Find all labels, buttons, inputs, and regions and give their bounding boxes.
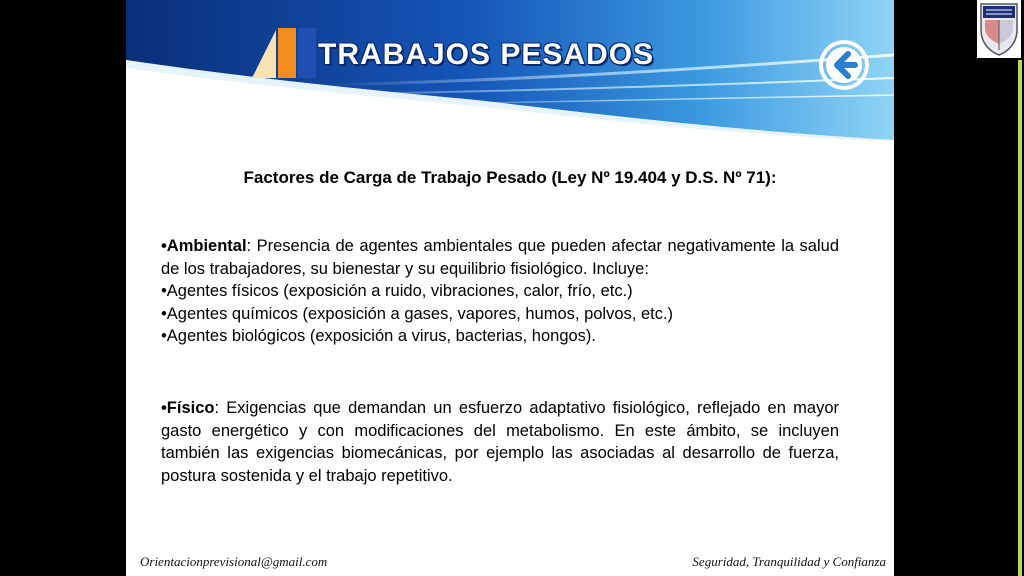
ambiental-description: : Presencia de agentes ambientales que pueden afectar negativamente la salud de los trabajadores, su bienestar y su equilibrio fisiológico. Incluye: bbox=[161, 237, 839, 278]
fisico-paragraph bbox=[161, 397, 839, 487]
logo-bar-blue bbox=[298, 28, 316, 78]
section-heading: Factores de Carga de Trabajo Pesado (Ley Nº 19.404 y D.S. Nº 71): bbox=[243, 168, 777, 187]
arrow-left-circle-icon[interactable] bbox=[819, 40, 869, 90]
logo-bar-orange bbox=[278, 28, 296, 78]
list-item-biologicos: •Agentes biológicos (exposición a virus, bacterias, hongos). bbox=[161, 327, 597, 346]
slide-title: TRABAJOS PESADOS bbox=[318, 38, 655, 71]
list-item-fisicos: •Agentes físicos (exposición a ruido, vibraciones, calor, frío, etc.) bbox=[161, 282, 633, 301]
footer-email: Orientacionprevisional@gmail.com bbox=[140, 554, 328, 569]
footer-slogan: Seguridad, Tranquilidad y Confianza bbox=[692, 554, 886, 569]
ambiental-paragraph bbox=[161, 235, 839, 348]
ambiental-term: •Ambiental bbox=[161, 237, 247, 255]
fisico-term: •Físico bbox=[161, 399, 215, 417]
list-item-quimicos: •Agentes químicos (exposición a gases, vapores, humos, polvos, etc.) bbox=[161, 304, 674, 323]
shield-crest-icon bbox=[977, 0, 1021, 58]
fisico-description: : Exigencias que demandan un esfuerzo adaptativo fisiológico, reflejado en mayor gasto energético y con modificaciones del metabolismo. En este ámbito, se incluyen también las exigencias biomecánicas, por ejemplo las asociadas al desarrollo de fuerza, postura sostenida y el trabajo repetitivo. bbox=[161, 399, 839, 485]
slide bbox=[126, 0, 894, 576]
right-edge-strip bbox=[1018, 60, 1022, 576]
